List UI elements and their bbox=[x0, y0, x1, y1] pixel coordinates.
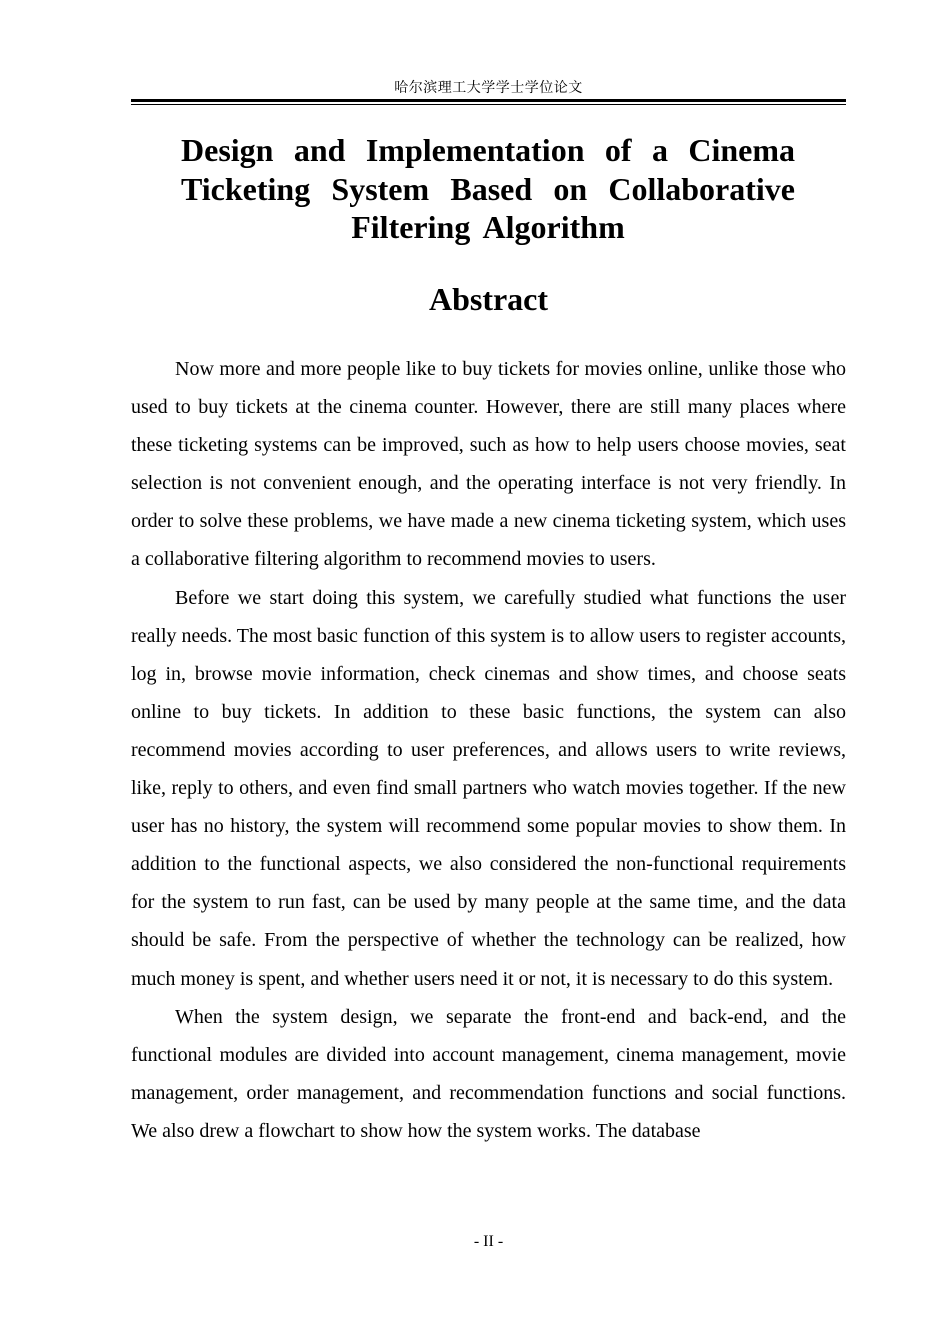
thesis-title: Design and Implementation of a Cinema Ticketing System Based on Collaborative Filtering Algorithm bbox=[181, 132, 795, 245]
header-rule-thick bbox=[131, 99, 846, 102]
running-header: 哈尔滨理工大学学士学位论文 bbox=[394, 80, 583, 96]
abstract-paragraph-1: Now more and more people like to buy tickets for movies online, unlike those who used to buy tickets at the cinema counter. However, there are still many places where these ticketing systems can be improved, such as how to help users choose movies, seat selection is not convenient enough, and the operating interface is not very friendly. In order to solve these problems, we have made a new cinema ticketing system, which uses a collaborative filtering algorithm to recommend movies to users. bbox=[131, 358, 846, 571]
abstract-body bbox=[131, 350, 846, 1150]
abstract-paragraph-3: When the system design, we separate the front-end and back-end, and the functional modules are divided into account management, cinema management, movie management, order management, and recommendation functions and social functions. We also drew a flowchart to show how the system works. The database bbox=[131, 1005, 846, 1142]
page-number: - II - bbox=[473, 1233, 504, 1250]
abstract-paragraph-2: Before we start doing this system, we carefully studied what functions the user really needs. The most basic function of this system is to allow users to register accounts, log in, browse movie information, check cinemas and show times, and choose seats online to buy tickets. In addition to these basic functions, the system can also recommend movies according to user preferences, and allows users to write reviews, like, reply to others, and even find small partners who watch movies together. If the new user has no history, the system will recommend some popular movies to show them. In addition to the functional aspects, we also considered the non-functional requirements for the system to run fast, can be used by many people at the same time, and the data should be safe. From the perspective of whether the technology can be realized, how much money is spent, and whether users need it or not, it is necessary to do this system. bbox=[131, 586, 846, 990]
abstract-heading: Abstract bbox=[428, 281, 549, 317]
header-rule-thin bbox=[131, 104, 846, 105]
